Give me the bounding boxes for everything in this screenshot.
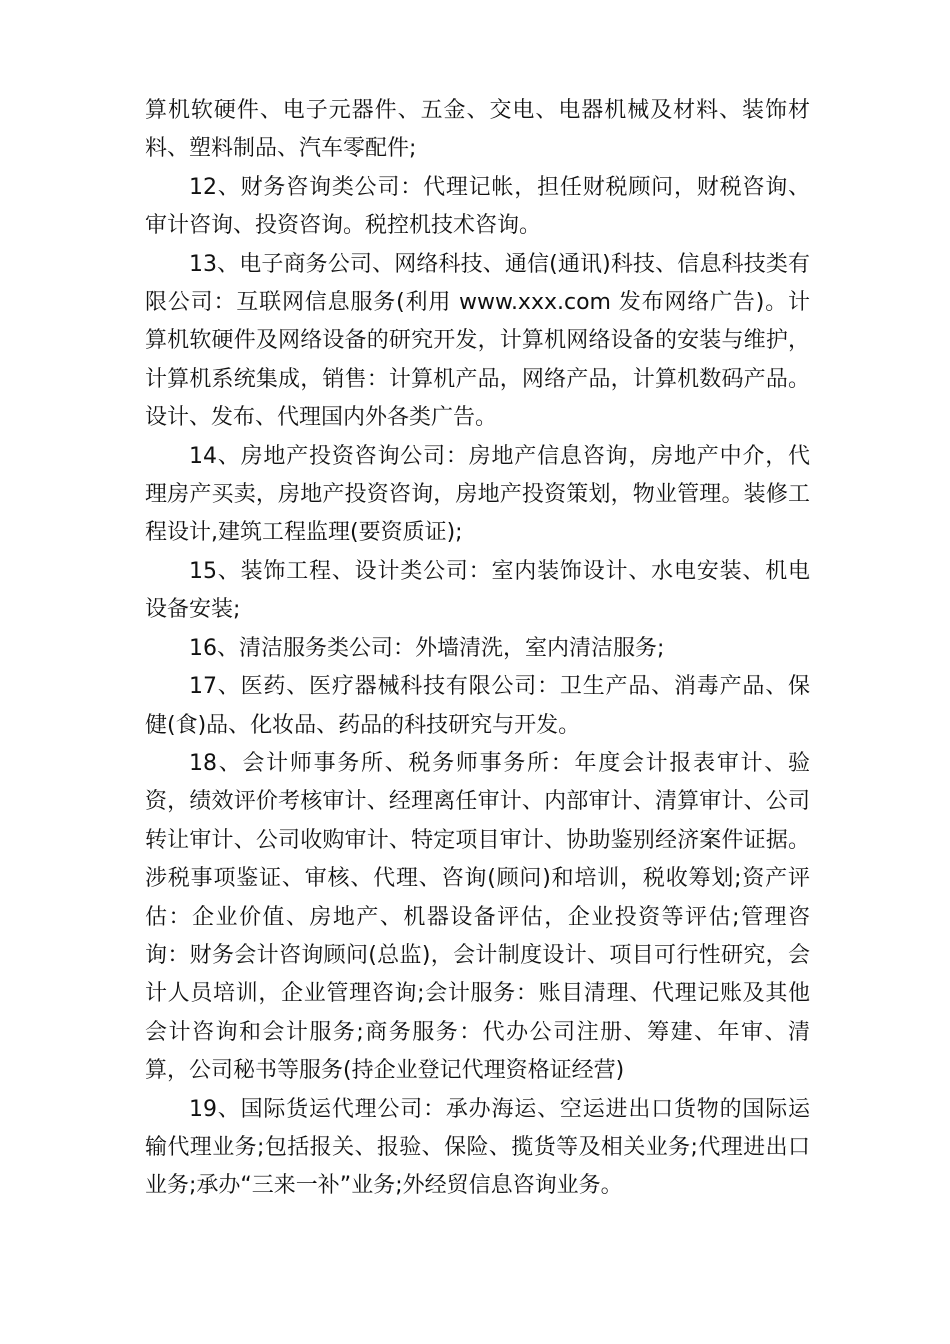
paragraph-item-14: 14、房地产投资咨询公司：房地产信息咨询，房地产中介，代理房产买卖，房地产投资咨询，房地产投资策划，物业管理。装修工程设计,建筑工程监理(要资质证); xyxy=(145,443,810,546)
paragraph-item-16: 16、清洁服务类公司：外墙清洗，室内清洁服务; xyxy=(189,635,665,661)
paragraph-item-19: 19、国际货运代理公司：承办海运、空运进出口货物的国际运输代理业务;包括报关、报验、保险、揽货等及相关业务;代理进出口业务;承办“三来一补”业务;外经贸信息咨询业务。 xyxy=(145,1096,810,1199)
paragraph-item-12: 12、财务咨询类公司：代理记帐，担任财税顾问，财税咨询、审计咨询、投资咨询。税控机技术咨询。 xyxy=(145,174,810,239)
paragraph-item-13: 13、电子商务公司、网络科技、通信(通讯)科技、信息科技类有限公司：互联网信息服务(利用 www.xxx.com 发布网络广告)。计算机软硬件及网络设备的研究开发，计算机网络设备的安装与维护，计算机系统集成，销售：计算机产品，网络产品，计算机数码产品。设计、发布、代理国内外各类广告。 xyxy=(145,251,810,431)
paragraph-continuation: 算机软硬件、电子元器件、五金、交电、电器机械及材料、装饰材料、塑料制品、汽车零配件; xyxy=(145,98,810,162)
paragraph-item-18: 18、会计师事务所、税务师事务所：年度会计报表审计、验资，绩效评价考核审计、经理离任审计、内部审计、清算审计、公司转让审计、公司收购审计、特定项目审计、协助鉴别经济案件证据。涉税事项鉴证、审核、代理、咨询(顾问)和培训，税收筹划;资产评估：企业价值、房地产、机器设备评估，企业投资等评估;管理咨询：财务会计咨询顾问(总监)，会计制度设计、项目可行性研究，会计人员培训，企业管理咨询;会计服务：账目清理、代理记账及其他会计咨询和会计服务;商务服务：代办公司注册、筹建、年审、清算，公司秘书等服务(持企业登记代理资格证经营) xyxy=(145,750,810,1084)
paragraph-item-15: 15、装饰工程、设计类公司：室内装饰设计、水电安装、机电设备安装; xyxy=(145,558,810,623)
document-page xyxy=(145,92,810,1206)
paragraph-item-17: 17、医药、医疗器械科技有限公司：卫生产品、消毒产品、保健(食)品、化妆品、药品的科技研究与开发。 xyxy=(145,674,810,738)
